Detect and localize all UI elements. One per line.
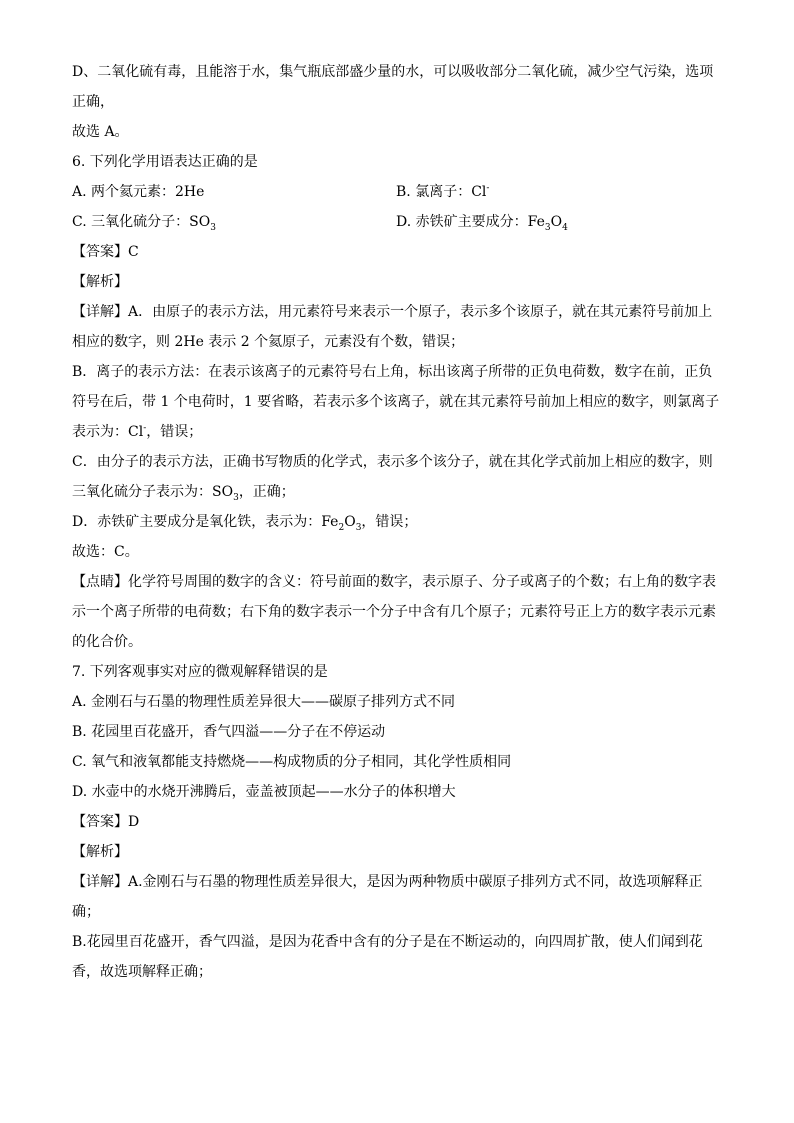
detail-line: B．离子的表示方法：在表示该离子的元素符号右上角，标出该离子所带的正负电荷数，数字在前，正负 [72,364,713,380]
option-a: A. 两个氦元素：2He [72,184,205,200]
option-c: C. 三氧化硫分子：$SO_3$ [72,214,216,233]
text-line: 故选 A。 [72,124,129,140]
tip-line: 的化合价。 [72,634,142,650]
option-d: D. 水壶中的水烧开沸腾后，壶盖被顶起——水分子的体积增大 [72,784,456,800]
tip-line: 【点睛】化学符号周围的数字的含义：符号前面的数字，表示原子、分子或离子的个数；右上角的数字表 [72,574,716,590]
question-6-options-row-2 [72,212,724,232]
detail-line: 符号在后，带 1 个电荷时，1 要省略，若表示多个该离子，就在其元素符号前加上相应的数字，则氯离子 [72,394,720,410]
question-7-stem: 7. 下列客观事实对应的微观解释错误的是 [72,664,328,680]
document-content [72,62,724,992]
answer-label: 【答案】D [72,814,140,830]
detail-line: 表示为：Cl-，错误； [72,423,203,440]
detail-line: 相应的数字，则 2He 表示 2 个氦原子，元素没有个数，错误； [72,334,465,350]
detail-line: D．赤铁矿主要成分是氧化铁，表示为：$Fe_2O_3$，错误； [72,514,418,533]
option-b: B. 花园里百花盛开，香气四溢——分子在不停运动 [72,724,386,740]
detail-line: 【详解】A．由原子的表示方法，用元素符号来表示一个原子，表示多个该原子，就在其元素符号前加上 [72,304,713,320]
analysis-label: 【解析】 [72,274,128,290]
option-b: B. 氯离子：Cl- [396,183,490,200]
conclusion-line: 故选：C。 [72,544,139,560]
tip-line: 示一个离子所带的电荷数；右下角的数字表示一个分子中含有几个原子；元素符号正上方的数字表示元素 [72,604,716,620]
detail-line: C．由分子的表示方法，正确书写物质的化学式，表示多个该分子，就在其化学式前加上相应的数字，则 [72,454,713,470]
detail-line: 【详解】A.金刚石与石墨的物理性质差异很大，是因为两种物质中碳原子排列方式不同，故选项解释正 [72,874,703,890]
option-a: A. 金刚石与石墨的物理性质差异很大——碳原子排列方式不同 [72,694,456,710]
detail-line: B.花园里百花盛开，香气四溢，是因为花香中含有的分子是在不断运动的，向四周扩散，使人们闻到花 [72,934,703,950]
detail-line: 三氧化硫分子表示为：$SO_3$，正确； [72,484,295,503]
option-c: C. 氧气和液氧都能支持燃烧——构成物质的分子相同，其化学性质相同 [72,754,512,770]
analysis-label: 【解析】 [72,844,128,860]
text-line: D、二氧化硫有毒，且能溶于水，集气瓶底部盛少量的水，可以吸收部分二氧化硫，减少空气污染，选项 [72,64,714,80]
question-6-options-row-1 [72,182,724,202]
answer-label: 【答案】C [72,244,139,260]
detail-line: 确； [72,904,100,920]
detail-line: 香，故选项解释正确； [72,964,212,980]
question-6-stem: 6. 下列化学用语表达正确的是 [72,154,258,170]
text-line: 正确， [72,94,114,110]
option-d: D. 赤铁矿主要成分：$Fe_3O_4$ [396,214,568,233]
